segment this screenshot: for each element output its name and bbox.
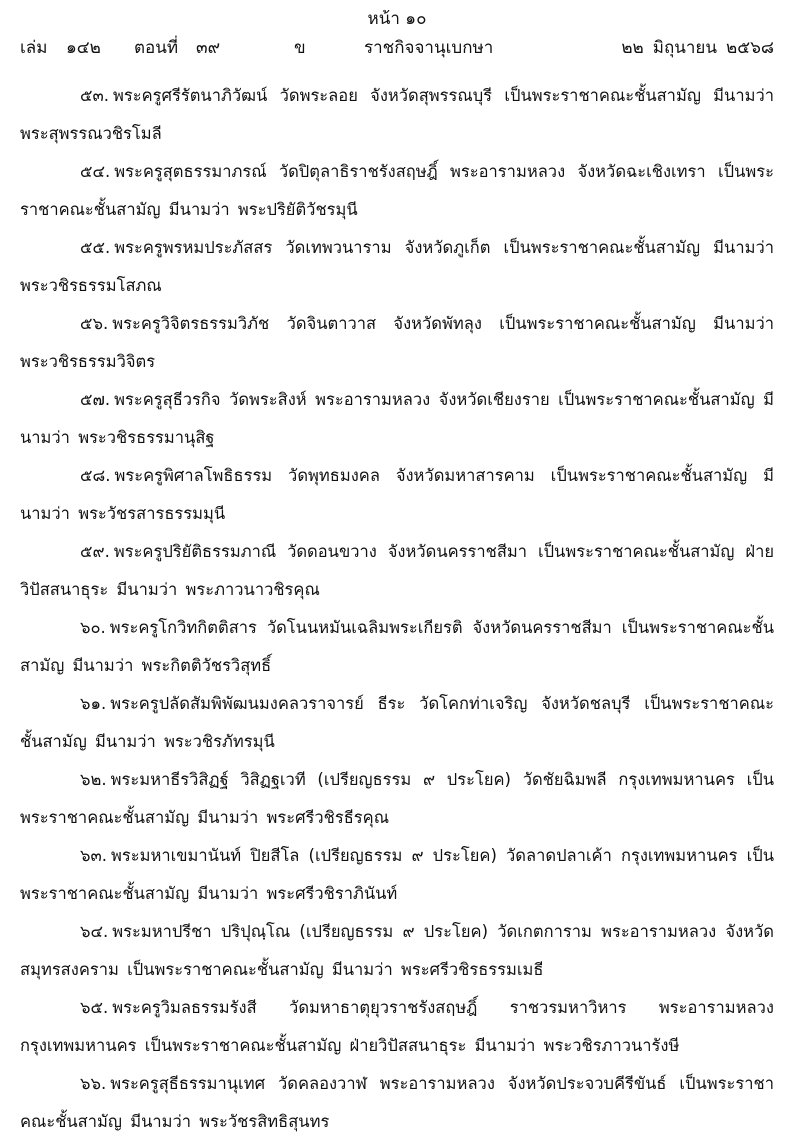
entry-text: พระครูพิศาลโพธิธรรม วัดพุทธมงคล จังหวัดมหาสารคาม เป็นพระราชาคณะชั้นสามัญ มีนามว่า พระวัชรสารธรรมมุนี — [20, 466, 774, 523]
entry-text: พระครูพรหมประภัสสร วัดเทพวนาราม จังหวัดภูเก็ต เป็นพระราชาคณะชั้นสามัญ มีนามว่า พระวชิรธรรมโสภณ — [20, 238, 774, 295]
appointment-entry — [20, 77, 774, 153]
appointment-list — [20, 77, 774, 1141]
entry-text: พระครูโกวิทกิตติสาร วัดโนนหมันเฉลิมพระเกียรติ จังหวัดนครราชสีมา เป็นพระราชาคณะชั้นสามัญ มีนามว่า พระกิตติวัชรวิสุทธิ์ — [20, 618, 774, 675]
entry-number: ๖๐. — [80, 618, 106, 637]
entry-number: ๖๓. — [80, 846, 107, 865]
entry-number: ๕๔. — [80, 162, 111, 181]
entry-text: พระครูวิจิตรธรรมวิภัช วัดจินตาวาส จังหวัดพัทลุง เป็นพระราชาคณะชั้นสามัญ มีนามว่า พระวชิรธรรมวิจิตร — [20, 314, 774, 371]
entry-text: พระมหาเขมานันท์ ปิยสีโล (เปรียญธรรม ๙ ประโยค) วัดลาดปลาเค้า กรุงเทพมหานคร เป็นพระราชาคณะชั้นสามัญ มีนามว่า พระศรีวชิราภินันท์ — [20, 846, 774, 903]
entry-number: ๕๙. — [80, 542, 110, 561]
publication-date — [612, 36, 774, 60]
entry-text: พระครูวิมลธรรมรังสี วัดมหาธาตุยุวราชรังสฤษฎิ์ ราชวรมหาวิหาร พระอารามหลวง กรุงเทพมหานคร เป็นพระราชาคณะชั้นสามัญ ฝ่ายวิปัสสนาธุระ มีนามว่า พระวชิรภาวนารังษี — [20, 998, 774, 1055]
issue-label: ตอนที่ — [134, 38, 179, 58]
appointment-entry — [20, 533, 774, 609]
appointment-entry — [20, 837, 774, 913]
entry-number: ๕๗. — [80, 390, 111, 409]
volume-label: เล่ม — [20, 38, 48, 58]
entry-text: พระครูสุธีธรรมานุเทศ วัดคลองวาฬ พระอารามหลวง จังหวัดประจวบคีรีขันธ์ เป็นพระราชาคณะชั้นสามัญ มีนามว่า พระวัชรสิทธิสุนทร — [20, 1074, 774, 1131]
page-number: หน้า ๑๐ — [367, 9, 427, 29]
appointment-entry — [20, 153, 774, 229]
entry-number: ๖๑. — [80, 694, 107, 713]
appointment-entry — [20, 685, 774, 761]
entry-text: พระมหาธีรวิสิฏฐ์ วิสิฏฐเวที (เปรียญธรรม ๙ ประโยค) วัดชัยฉิมพลี กรุงเทพมหานคร เป็นพระราชาคณะชั้นสามัญ มีนามว่า พระศรีวชิรธีรคุณ — [20, 770, 774, 827]
section-letter: ข — [294, 38, 306, 58]
entry-number: ๕๕. — [80, 238, 111, 257]
entry-number: ๖๔. — [80, 922, 109, 941]
gazette-header — [20, 36, 774, 60]
date-year: ๒๕๖๘ — [726, 38, 774, 58]
entry-number: ๖๒. — [80, 770, 107, 789]
gazette-title: ราชกิจจานุเบกษา — [364, 38, 494, 58]
entry-text: พระมหาปรีชา ปริปุณฺโณ (เปรียญธรรม ๙ ประโยค) วัดเกตการาม พระอารามหลวง จังหวัดสมุทรสงคราม เป็นพระราชาคณะชั้นสามัญ มีนามว่า พระศรีวชิรธรรมเมธี — [20, 922, 774, 979]
issue-number: ๓๙ — [196, 38, 221, 58]
entry-number: ๖๖. — [80, 1074, 107, 1093]
entry-number: ๕๘. — [80, 466, 111, 485]
appointment-entry — [20, 1065, 774, 1141]
entry-text: พระครูสุธีวรกิจ วัดพระสิงห์ พระอารามหลวง จังหวัดเชียงราย เป็นพระราชาคณะชั้นสามัญ มีนามว่า พระวชิรธรรมานุสิฐ — [20, 390, 774, 447]
appointment-entry — [20, 305, 774, 381]
appointment-entry — [20, 229, 774, 305]
appointment-entry — [20, 761, 774, 837]
entry-text: พระครูศรีรัตนาภิวัฒน์ วัดพระลอย จังหวัดสุพรรณบุรี เป็นพระราชาคณะชั้นสามัญ มีนามว่า พระสุพรรณวชิรโมลี — [20, 86, 774, 143]
entry-text: พระครูสุตธรรมาภรณ์ วัดปิตุลาธิราชรังสฤษฎิ์ พระอารามหลวง จังหวัดฉะเชิงเทรา เป็นพระราชาคณะชั้นสามัญ มีนามว่า พระปริยัติวัชรมุนี — [20, 162, 774, 219]
date-month: มิถุนายน — [652, 38, 718, 58]
entry-text: พระครูปริยัติธรรมภาณี วัดดอนขวาง จังหวัดนครราชสีมา เป็นพระราชาคณะชั้นสามัญ ฝ่ายวิปัสสนาธุระ มีนามว่า พระภาวนาวชิรคุณ — [20, 542, 774, 599]
date-day: ๒๒ — [621, 38, 644, 58]
appointment-entry — [20, 457, 774, 533]
appointment-entry — [20, 609, 774, 685]
appointment-entry — [20, 913, 774, 989]
entry-text: พระครูปลัดสัมพิพัฒนมงคลวราจารย์ ธีระ วัดโคกท่าเจริญ จังหวัดชลบุรี เป็นพระราชาคณะชั้นสามัญ มีนามว่า พระวชิรภัทรมุนี — [20, 694, 774, 751]
entry-number: ๕๓. — [80, 86, 110, 105]
appointment-entry — [20, 989, 774, 1065]
entry-number: ๕๖. — [80, 314, 109, 333]
volume-number: ๑๔๒ — [66, 38, 101, 58]
entry-number: ๖๕. — [80, 998, 109, 1017]
appointment-entry — [20, 381, 774, 457]
